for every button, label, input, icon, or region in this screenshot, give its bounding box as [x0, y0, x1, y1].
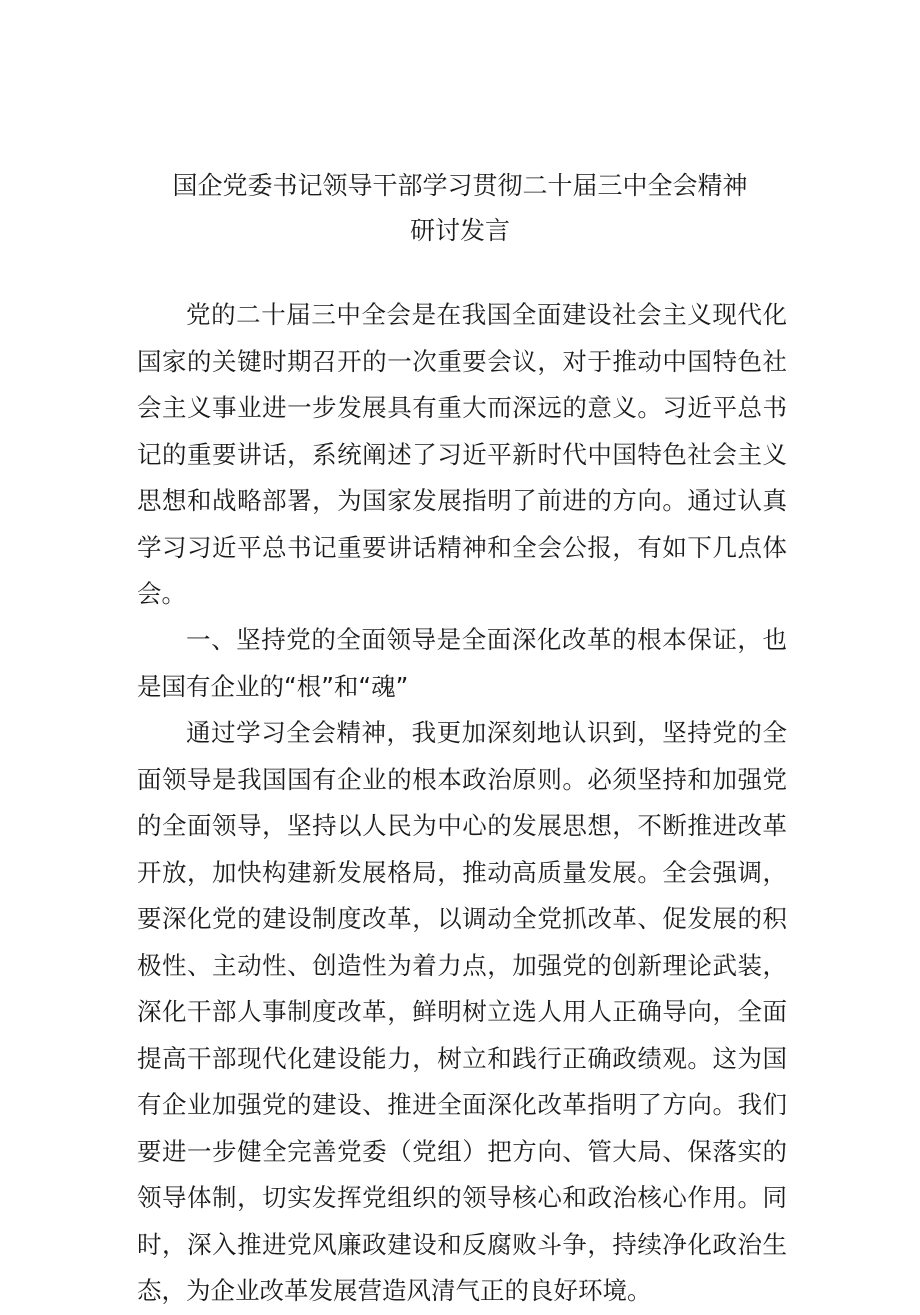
document-title: 国企党委书记领导干部学习贯彻二十届三中全会精神 — [172, 171, 748, 200]
section-paragraph: 通过学习全会精神，我更加深刻地认识到，坚持党的全面领导是我国国有企业的根本政治原则。必须坚持和加强党的全面领导，坚持以人民为中心的发展思想，不断推进改革开放，加快构建新发展格局，推动高质量发展。全会强调，要深化党的建设制度改革，以调动全党抓改革、促发展的积极性、主动性、创造性为着力点，加强党的创新理论武装，深化干部人事制度改革，鲜明树立选人用人正确导向，全面提高干部现代化建设能力，树立和践行正确政绩观。这为国有企业加强党的建设、推进全面深化改革指明了方向。我们要进一步健全完善党委（党组）把方向、管大局、保落实的领导体制，切实发挥党组织的领导核心和政治核心作用。同时，深入推进党风廉政建设和反腐败斗争，持续净化政治生态，为企业改革发展营造风清气正的良好环境。 — [137, 718, 787, 1305]
section-heading: 一、坚持党的全面领导是全面深化改革的根本保证，也是国有企业的“根”和“魂” — [137, 625, 787, 701]
intro-paragraph: 党的二十届三中全会是在我国全面建设社会主义现代化国家的关键时期召开的一次重要会议，对于推动中国特色社会主义事业进一步发展具有重大而深远的意义。习近平总书记的重要讲话，系统阐述了习近平新时代中国特色社会主义思想和战略部署，为国家发展指明了前进的方向。通过认真学习习近平总书记重要讲话精神和全会公报，有如下几点体会。 — [137, 300, 787, 608]
document-subtitle: 研讨发言 — [409, 216, 510, 245]
